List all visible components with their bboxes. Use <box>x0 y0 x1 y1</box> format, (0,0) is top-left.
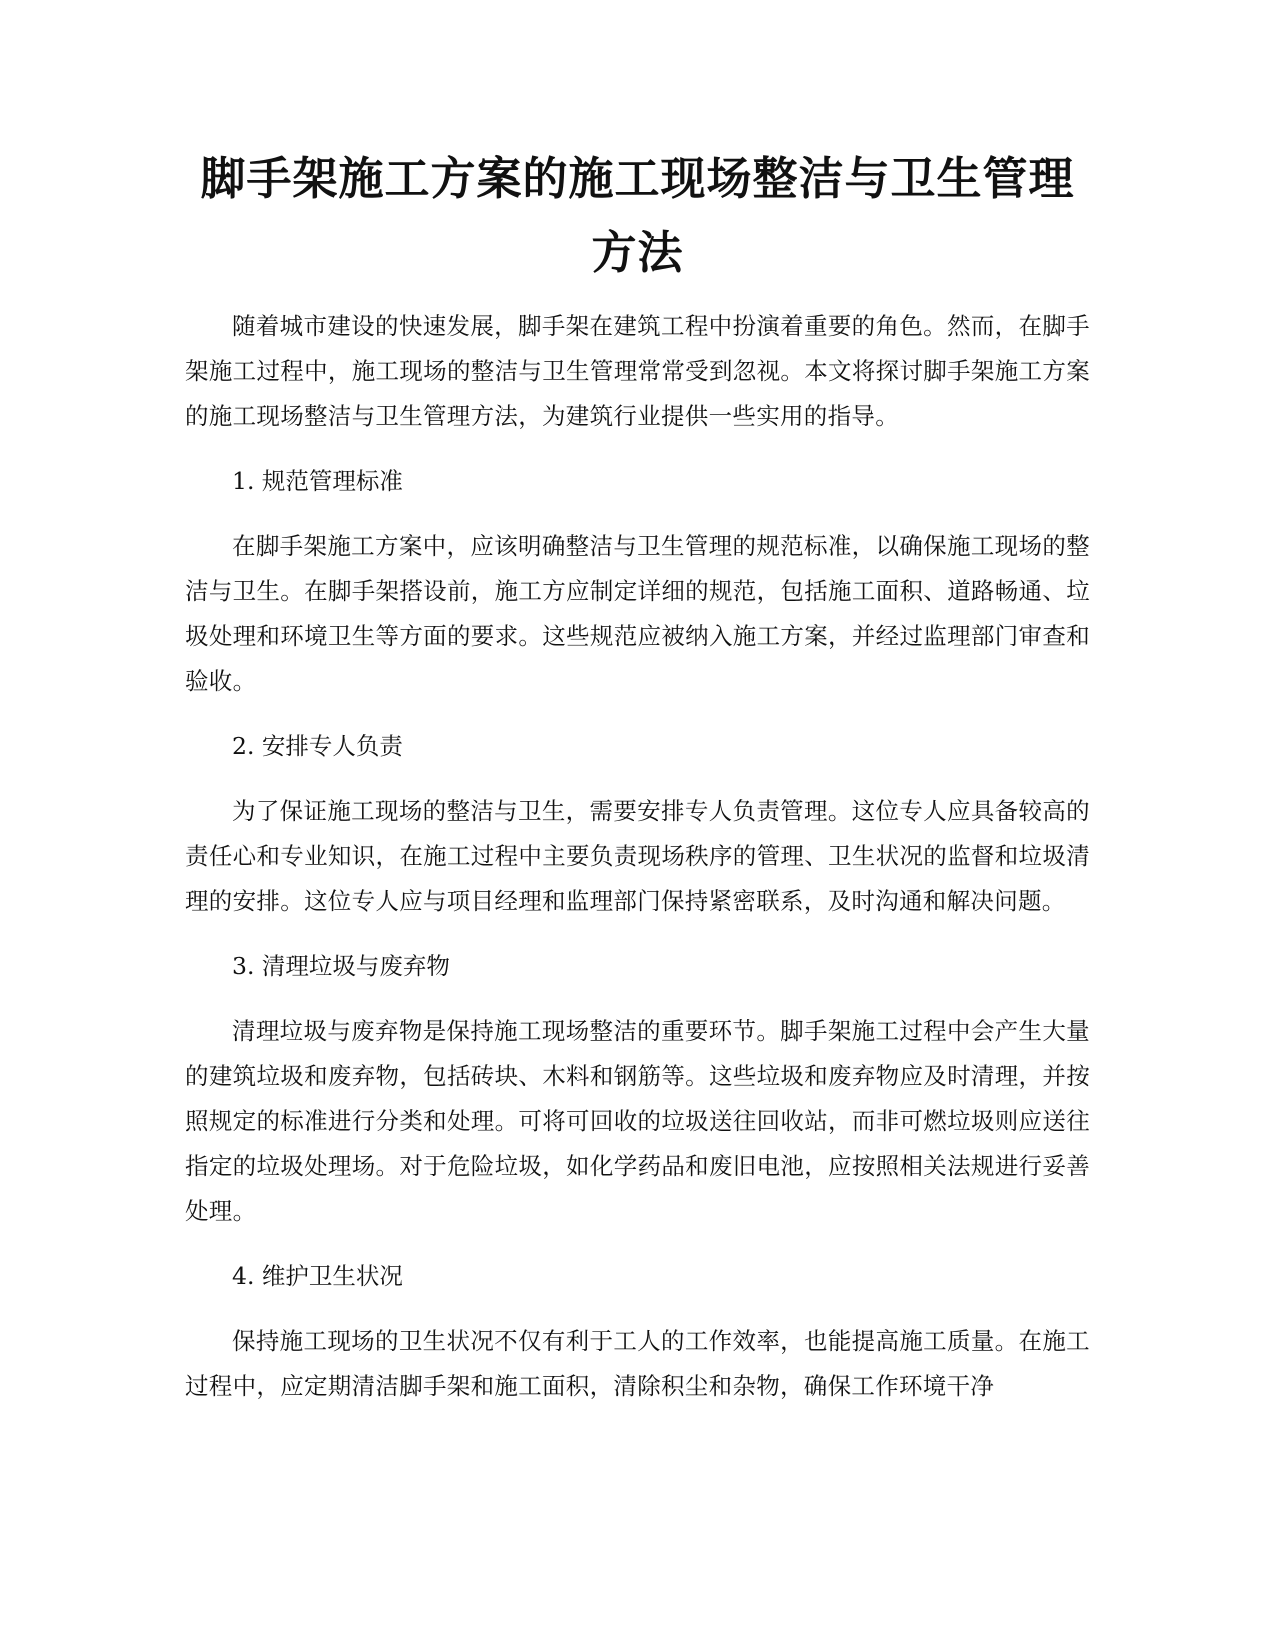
title-line-2: 方法 <box>591 226 684 279</box>
section-body-4: 保持施工现场的卫生状况不仅有利于工人的工作效率，也能提高施工质量。在施工过程中，应定期清洁脚手架和施工面积，清除积尘和杂物，确保工作环境干净 <box>185 1327 1090 1400</box>
section-body-1: 在脚手架施工方案中，应该明确整洁与卫生管理的规范标准，以确保施工现场的整洁与卫生。在脚手架搭设前，施工方应制定详细的规范，包括施工面积、道路畅通、垃圾处理和环境卫生等方面的要求。这些规范应被纳入施工方案，并经过监理部门审查和验收。 <box>185 532 1090 695</box>
section-heading-2: 2. 安排专人负责 <box>232 732 403 760</box>
intro-paragraph: 随着城市建设的快速发展，脚手架在建筑工程中扮演着重要的角色。然而，在脚手架施工过程中，施工现场的整洁与卫生管理常常受到忽视。本文将探讨脚手架施工方案的施工现场整洁与卫生管理方法，为建筑行业提供一些实用的指导。 <box>185 312 1090 430</box>
section-heading-4: 4. 维护卫生状况 <box>232 1262 403 1290</box>
section-heading-3: 3. 清理垃圾与废弃物 <box>232 952 450 980</box>
section-body-3: 清理垃圾与废弃物是保持施工现场整洁的重要环节。脚手架施工过程中会产生大量的建筑垃圾和废弃物，包括砖块、木料和钢筋等。这些垃圾和废弃物应及时清理，并按照规定的标准进行分类和处理。可将可回收的垃圾送往回收站，而非可燃垃圾则应送往指定的垃圾处理场。对于危险垃圾，如化学药品和废旧电池，应按照相关法规进行妥善处理。 <box>185 1017 1090 1225</box>
title-line-1: 脚手架施工方案的施工现场整洁与卫生管理 <box>200 152 1075 205</box>
document-title <box>185 142 1090 290</box>
document-body <box>185 304 1090 1429</box>
section-heading-1: 1. 规范管理标准 <box>232 467 403 495</box>
section-body-2: 为了保证施工现场的整洁与卫生，需要安排专人负责管理。这位专人应具备较高的责任心和专业知识，在施工过程中主要负责现场秩序的管理、卫生状况的监督和垃圾清理的安排。这位专人应与项目经理和监理部门保持紧密联系，及时沟通和解决问题。 <box>185 797 1090 915</box>
